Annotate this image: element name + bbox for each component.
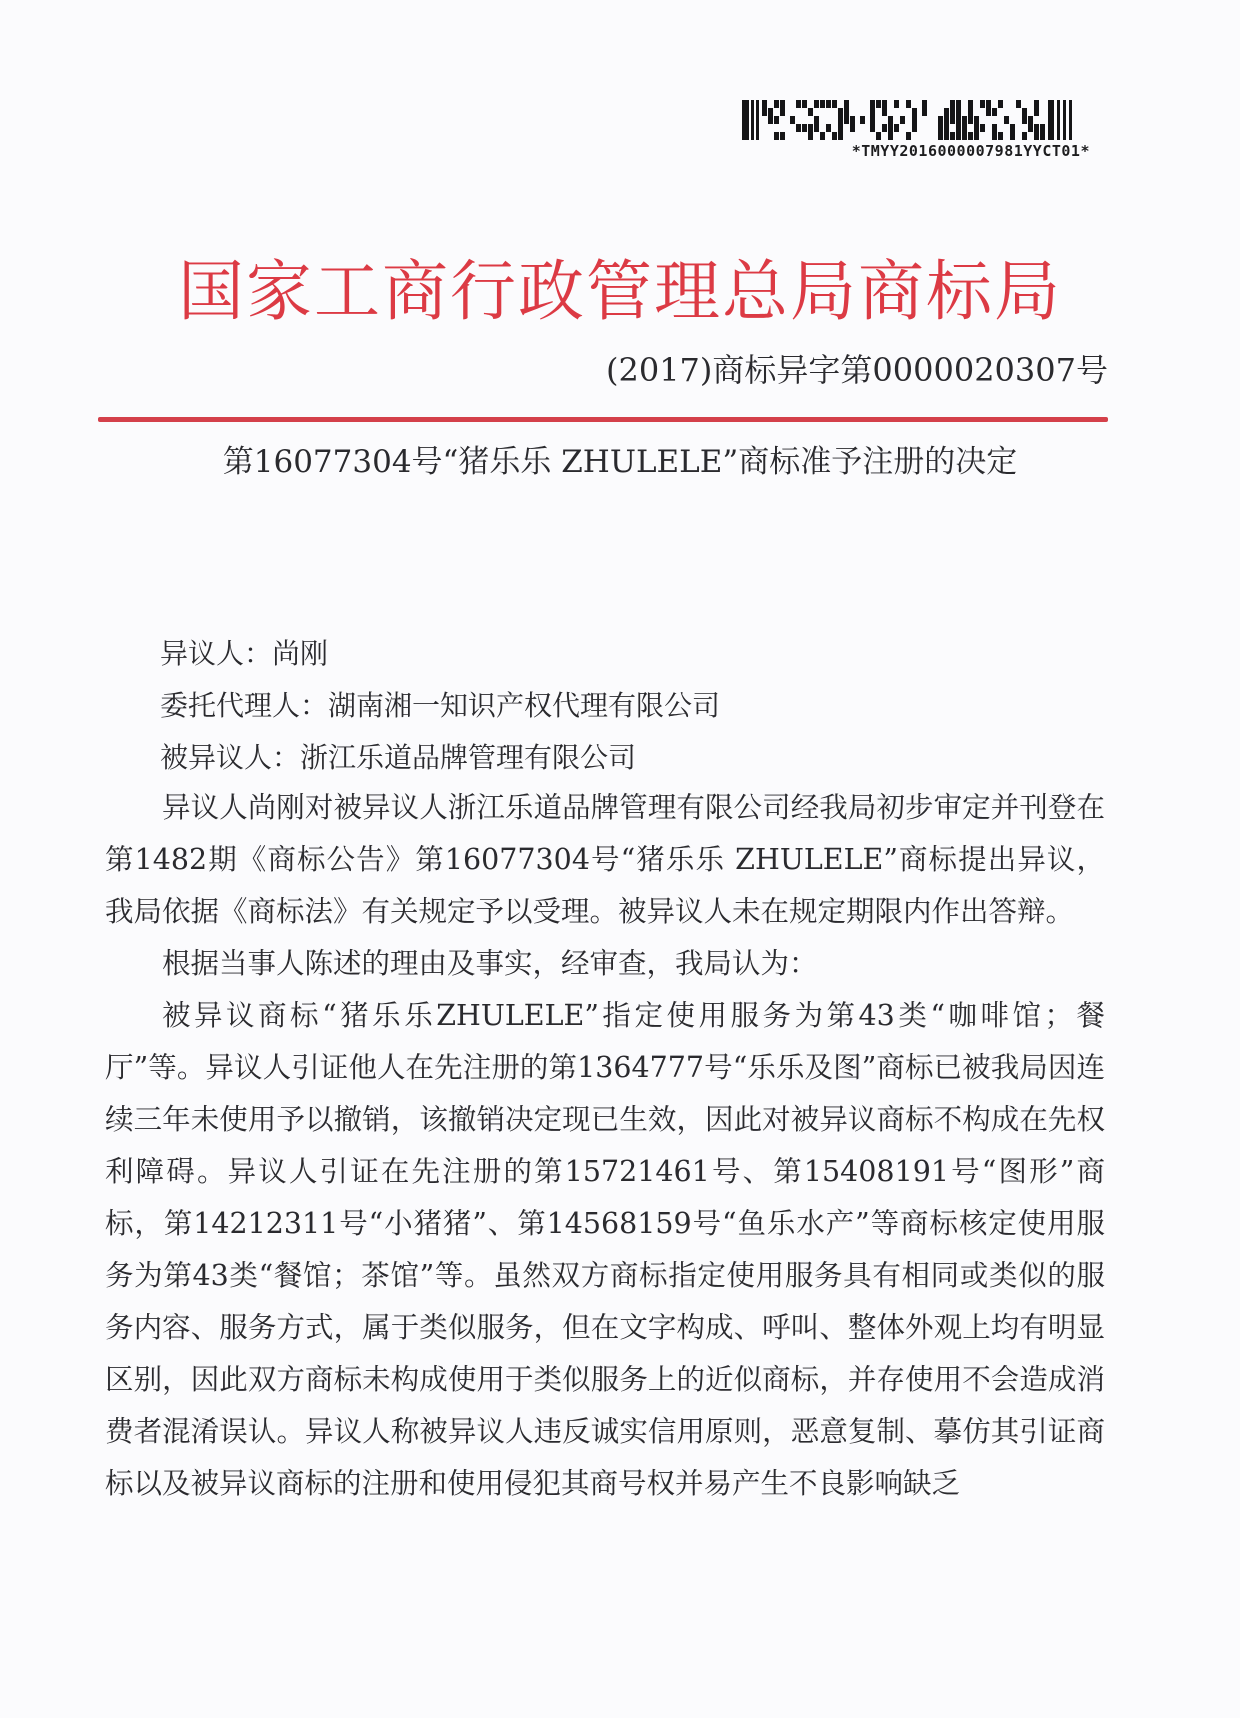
opponent-line: 异议人：尚刚: [160, 637, 329, 670]
document-number: (2017)商标异字第0000020307号: [605, 351, 1108, 389]
barcode: [718, 100, 1090, 160]
parties-block: [160, 632, 720, 788]
red-divider: [98, 417, 1108, 422]
barcode-graphic: [742, 100, 1082, 140]
body-paragraph-2: 根据当事人陈述的理由及事实，经审查，我局认为：: [162, 947, 818, 980]
agency-title: 国家工商行政管理总局商标局: [178, 253, 1062, 330]
body-paragraph-1: 异议人尚刚对被异议人浙江乐道品牌管理有限公司经我局初步审定并刊登在第1482期《商标公告》第16077304号“猪乐乐 ZHULELE”商标提出异议，我局依据《商标法》有关规定予以受理。被异议人未在规定期限内作出答辩。: [105, 791, 1105, 928]
agent-line: 委托代理人：湖南湘一知识产权代理有限公司: [160, 689, 721, 722]
respondent-line: 被异议人：浙江乐道品牌管理有限公司: [160, 741, 637, 774]
body-paragraph-3: 被异议商标“猪乐乐ZHULELE”指定使用服务为第43类“咖啡馆；餐厅”等。异议人引证他人在先注册的第1364777号“乐乐及图”商标已被我局因连续三年未使用予以撤销，该撤销决定现已生效，因此对被异议商标不构成在先权利障碍。异议人引证在先注册的第15721461号、第15408191号“图形”商标，第14212311号“小猪猪”、第14568159号“鱼乐水产”等商标核定使用服务为第43类“餐馆；茶馆”等。虽然双方商标指定使用服务具有相同或类似的服务内容、服务方式，属于类似服务，但在文字构成、呼叫、整体外观上均有明显区别，因此双方商标未构成使用于类似服务上的近似商标，并存使用不会造成消费者混淆误认。异议人称被异议人违反诚实信用原则，恶意复制、摹仿其引证商标以及被异议商标的注册和使用侵犯其商号权并易产生不良影响缺乏: [105, 999, 1105, 1500]
decision-subject: 第16077304号“猪乐乐 ZHULELE”商标准予注册的决定: [222, 444, 1018, 480]
decision-body: [105, 782, 1105, 1510]
barcode-text: *TMYY2016000007981YYCT01*: [851, 142, 1090, 160]
